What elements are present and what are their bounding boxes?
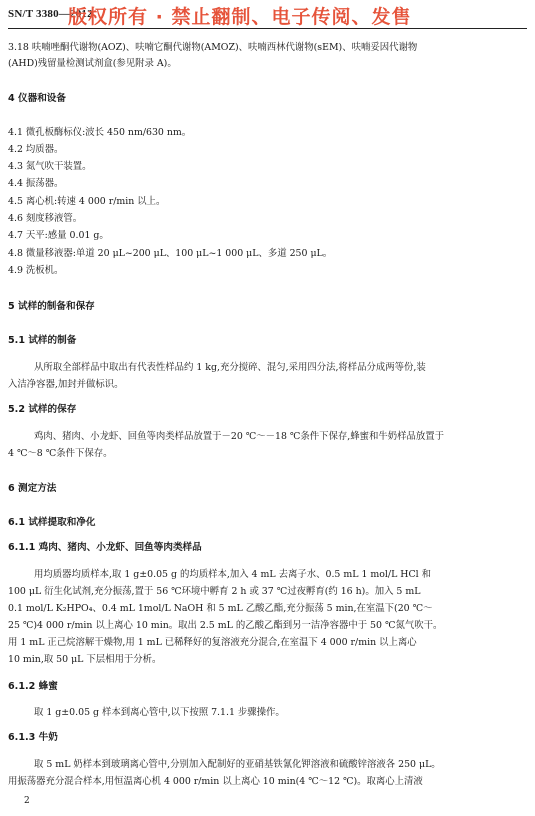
item-4-1: 4.1 微孔板酶标仪:波长 450 nm/630 nm。: [8, 127, 192, 138]
heading-6-1: 6.1 试样提取和净化: [8, 517, 96, 528]
item-4-5: 4.5 离心机:转速 4 000 r/min 以上。: [8, 196, 166, 207]
header-rule: [8, 28, 527, 29]
heading-5-1: 5.1 试样的制备: [8, 335, 77, 346]
para-5-1-line2: 入洁净容器,加封并做标识。: [8, 379, 124, 390]
heading-6: 6 测定方法: [8, 483, 57, 494]
para-6-1-1-line6: 10 min,取 50 μL 下层相用于分析。: [8, 654, 162, 665]
para-3-18-line2: (AHD)残留量检测试剂盒(参见附录 A)。: [8, 58, 177, 69]
para-6-1-3-line2: 用振荡器充分混合样本,用恒温离心机 4 000 r/min 以上离心 10 min(4 ℃～12 ℃)。取离心上清液: [8, 776, 423, 787]
page-number: 2: [24, 796, 30, 806]
para-5-2-line1: 鸡肉、猪肉、小龙虾、回鱼等肉类样品放置于－20 ℃～－18 ℃条件下保存,蜂蜜和牛奶样品放置于: [34, 431, 445, 442]
para-6-1-1-line2: 100 μL 衍生化试剂,充分振荡,置于 56 ℃环境中孵育 2 h 或 37 ℃过夜孵育(约 16 h)。加入 5 mL: [8, 586, 421, 597]
item-4-7: 4.7 天平:感量 0.01 g。: [8, 230, 109, 241]
para-6-1-1-line1: 用均质器均质样本,取 1 g±0.05 g 的均质样本,加入 4 mL 去离子水、0.5 mL 1 mol/L HCl 和: [34, 569, 432, 580]
para-6-1-3-line1: 取 5 mL 奶样本到玻璃离心管中,分别加入配制好的亚硝基铁氰化钾溶液和硫酸锌溶液各 250 μL。: [34, 759, 441, 770]
heading-5: 5 试样的制备和保存: [8, 301, 95, 312]
para-6-1-1-line5: 用 1 mL 正己烷溶解干燥物,用 1 mL 已稀释好的复溶液充分混合,在室温下 4 000 r/min 以上离心: [8, 637, 417, 648]
item-4-4: 4.4 振荡器。: [8, 178, 64, 189]
para-6-1-1-line4: 25 ℃)4 000 r/min 以上离心 10 min。取出 2.5 mL 的乙酸乙酯到另一洁净容器中于 50 ℃氮气吹干。: [8, 620, 443, 631]
item-4-2: 4.2 均质器。: [8, 144, 64, 155]
heading-6-1-3: 6.1.3 牛奶: [8, 732, 58, 743]
para-5-1-line1: 从所取全部样品中取出有代表性样品约 1 kg,充分搅碎、混匀,采用四分法,将样品分成两等份,装: [34, 362, 426, 373]
heading-5-2: 5.2 试样的保存: [8, 404, 77, 415]
para-5-2-line2: 4 ℃～8 ℃条件下保存。: [8, 448, 113, 459]
standard-code: SN/T 3380—2012: [8, 8, 93, 20]
heading-4: 4 仪器和设备: [8, 93, 66, 104]
copyright-watermark: 版权所有 · 禁止翻制、电子传阅、发售: [68, 6, 412, 28]
item-4-3: 4.3 氮气吹干装置。: [8, 161, 92, 172]
para-6-1-1-line3: 0.1 mol/L K₂HPO₄、0.4 mL 1mol/L NaOH 和 5 mL 乙酸乙酯,充分振荡 5 min,在室温下(20 ℃～: [8, 603, 433, 614]
item-4-6: 4.6 刻度移液管。: [8, 213, 83, 224]
para-3-18-line1: 3.18 呋喃唑酮代谢物(AOZ)、呋喃它酮代谢物(AMOZ)、呋喃西林代谢物(sEM)、呋喃妥因代谢物: [8, 42, 418, 53]
item-4-9: 4.9 洗板机。: [8, 265, 64, 276]
heading-6-1-1: 6.1.1 鸡肉、猪肉、小龙虾、回鱼等肉类样品: [8, 542, 202, 553]
heading-6-1-2: 6.1.2 蜂蜜: [8, 681, 58, 692]
item-4-8: 4.8 微量移液器:单道 20 μL~200 μL、100 μL~1 000 μL、多道 250 μL。: [8, 248, 333, 259]
para-6-1-2: 取 1 g±0.05 g 样本到离心管中,以下按照 7.1.1 步骤操作。: [34, 707, 285, 718]
